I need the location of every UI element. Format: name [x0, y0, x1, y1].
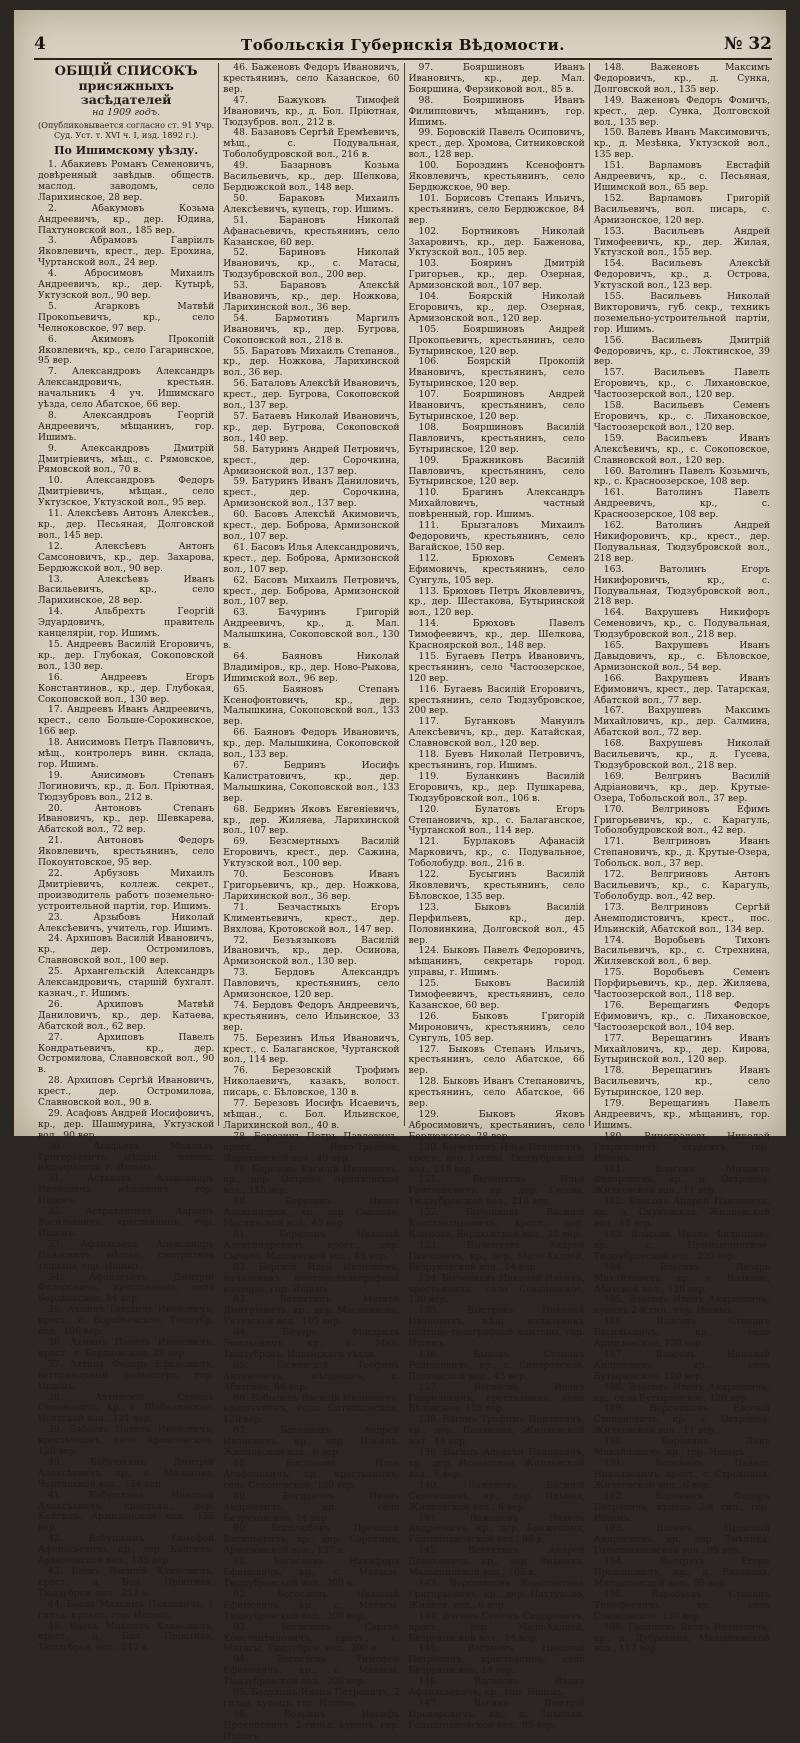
juror-entry: 125. Быковъ Василій Тимофеевичъ, крестьянинъ, село Казанское, 60 вер. [408, 978, 585, 1011]
juror-entry: 130. Быченковъ Илья Ивановичъ, крест., дер. Гусева, Тюдзубровской вол., 218 вер. [408, 1141, 585, 1175]
juror-entry: 128. Быковъ Иванъ Степановичъ, крестьянинъ, село Абатское, 66 вер. [408, 1076, 585, 1110]
entries-column-1 [38, 160, 214, 1654]
juror-entry: 85. Бижевскій Теофилъ Антоновичъ, мѣщанинъ, с. Абатское, 66 вер. [223, 1359, 400, 1393]
juror-entry: 69. Безсмертныхъ Василій Егоровичъ, крест., дер. Сажина, Уктузской вол., 100 вер. [223, 836, 400, 870]
juror-entry: 94. Богословъ Тимофей Ефимовичъ, кр., с. Матасы, Тюдзубровской вол., 200 вер. [223, 1654, 400, 1688]
juror-entry: 140. Важеновъ Василій Семеновичъ, кр., дер. Ильина, Жиляевской вол., 6 вер. [408, 1479, 585, 1513]
juror-entry: 132. Быченковъ Василій Константиновичъ, крест., дер. Климова, Бердюжской вол., 25 вер. [408, 1207, 585, 1240]
juror-entry: 93. Богословъ Сергѣй Константиновичъ, крест., с. Матасы, Тюдзубров. вол., 200 в. [223, 1621, 400, 1655]
juror-entry: 153. Васильевъ Андрей Тимофеевичъ, кр., дер. Жилая, Уктузской вол., 155 вер. [593, 225, 770, 259]
juror-entry: 183. Власовъ Иванъ Филиппов., кр., с. Примыслинское, Тюдзубровской вол., 200 вер. [593, 1228, 770, 1262]
juror-entry: 70. Безсоновъ Иванъ Григорьевичъ, кр., дер. Ножкова, Ларихинской вол., 36 вер. [223, 869, 400, 902]
juror-entry: 152. Варламовъ Григорій Васильевичъ, вол. писарь, с. Армизонское, 120 вер. [593, 192, 770, 226]
juror-entry: 119. Буланкинъ Василій Егоровичъ, кр., дер. Пушкарева, Тюдзубровской вол., 106 в. [408, 770, 585, 804]
juror-entry: 185. Власовъ Иванъ Андреевичъ, купецъ 2-й гил., гор. Ишимъ. [593, 1294, 770, 1317]
juror-entry: 71. Безчастныхъ Егоръ Климентьевичъ, крест., дер. Вяхлова, Кротовской вол., 147 вер. [223, 901, 400, 935]
juror-entry: 58. Батуринъ Андрей Петровичъ, крест., дер. Сорочкина, Армизонской вол., 137 вер. [223, 443, 400, 477]
juror-entry: 67. Бедринъ Иосифъ Калистратовичъ, кр., дер. Малышкина, Сокоповской вол., 133 вер. [223, 760, 400, 804]
juror-entry: 88. Богдановъ Илья Агафоновичъ, кр., крестьянинъ, село Сокоповское, 130 вер. [223, 1458, 400, 1491]
juror-entry: 164. Вахрушевъ Никифоръ Семеновичъ, кр., с. Подувальная, Тюдзубровской вол., 218 вер. [593, 607, 770, 641]
juror-entry: 149. Важеновъ Федоръ Фомичъ, крест., дер. Сунка, Долговской вол., 135 вер. [593, 94, 770, 128]
juror-entry: 17. Андреевъ Иванъ Андреевичъ, крест., село Больше-Сорокинское, 166 вер. [38, 704, 215, 738]
juror-entry: 16. Андреевъ Егоръ Константинов., кр., дер. Глубокая, Сокоповской вол., 130 вер. [38, 671, 215, 705]
juror-entry: 4. Абросимовъ Михаилъ Андреевичъ, кр., дер. Кутырѣ, Уктузской вол., 90 вер. [38, 268, 215, 301]
juror-entry: 124. Быковъ Павелъ Федоровичъ, мѣщанинъ, секретарь город. управы, г. Ишимъ. [408, 945, 585, 979]
juror-entry: 121. Бурлаковъ Афанасій Марковичъ, кр., с. Подувальное, Тоболобудр. вол., 216 в. [408, 836, 585, 870]
juror-entry: 38. Ахтинскій Семенъ Семеновичъ, кр., с. Шабалинское, Исетской вол., 121 вер. [38, 1391, 215, 1425]
juror-entry: 99. Боровскій Павелъ Осиповичъ, крест., дер. Хромова, Ситниковской вол., 128 вер. [408, 127, 585, 161]
juror-entry: 189. Ворониковъ Евсевій Степановичъ, кр., с. Островна, Жиляевской вол., 11 вер. [593, 1403, 770, 1437]
juror-entry: 112. Брюховъ Семенъ Ефимовичъ, крестьянинъ, село Сунгуль, 105 вер. [408, 552, 585, 586]
juror-entry: 159. Васильевъ Иванъ Алексѣевичъ, кр., с. Сокоповское, Славновской вол., 120 вер. [593, 432, 770, 466]
juror-entry: 92. Богословъ Николай Ефимовичъ, кр., с. Матасы, Тюдзубровской вол., 200 вер. [223, 1588, 400, 1622]
juror-entry: 176. Верещагинъ Федоръ Ефимовичъ, кр., с. Лихановское, Частоозерской вол., 104 вер. [593, 999, 770, 1033]
juror-entry: 105. Бояршиновъ Андрей Прокопьевичъ, крестьянинъ, село Бутыринское, 120 вер. [408, 323, 585, 357]
juror-entry: 137. Вагановъ Иванъ Гавриловичъ, крестьянинъ, село Бѣловское, 135 вер. [408, 1381, 585, 1415]
juror-entry: 37. Ахтинъ Федоръ Ефимовичъ, ветеринарный фельдшеръ, гор. Ишимъ. [38, 1358, 215, 1392]
juror-entry: 167. Вахрушевъ Максимъ Михайловичъ, кр., дер. Салмина, Абатской вол., 72 вер. [593, 705, 770, 739]
juror-entry: 5. Агарковъ Матвѣй Прокопьевичъ, кр., село Челноковское, 97 вер. [38, 300, 215, 334]
juror-entry: 139. Вагинъ Алексѣй Ивановичъ, кр., дер. Исаевщина, Жиляевской вол., 6 вер. [408, 1447, 585, 1480]
juror-entry: 45. Баевъ Михаилъ Климовичъ, крест., д. Бол. Пріютная, Тюдзубров. вол., 212 в. [38, 1620, 215, 1654]
juror-entry: 180. Виноградовъ Николай Гавриловичъ, студентъ, гор. Ишимъ. [593, 1130, 770, 1164]
juror-entry: 64. Баяновъ Николай Владиміров., кр., дер. Ново-Рыкова, Ишимской вол., 96 вер. [223, 650, 400, 684]
juror-entry: 178. Верещагинъ Иванъ Васильевичъ, кр., село Бутыринское, 120 вер. [593, 1065, 770, 1099]
column-1 [34, 63, 219, 1654]
juror-entry: 150. Валевъ Иванъ Максимовичъ, кр., д. Мезѣнка, Уктузской вол., 135 вер. [593, 127, 770, 161]
juror-entry: 44. Баевъ Максимъ Павловичъ, 1 гильд. купецъ, гор. Ишимъ. [38, 1598, 215, 1621]
juror-entry: 2. Абакумовъ Козьма Андреевичъ, кр., дер. Юдина, Пахтуновской вол., 185 вер. [38, 202, 215, 236]
juror-entry: 72. Безъязыковъ Василій Ивановичъ, кр., дер. Осинова, Армизонской вол., 130 вер. [223, 934, 400, 968]
publication-note: (Опубликовывается согласно ст. 91 Учр. Суд. Уст. т. XVI ч. I, изд. 1892 г.). [38, 119, 215, 140]
juror-entry: 127. Быковъ Степанъ Ильичъ, крестьянинъ, село Абатское, 66 вер. [408, 1043, 585, 1077]
juror-entry: 126. Быковъ Григорій Мироновичъ, крестьянинъ, село Сунгуль, 105 вер. [408, 1010, 585, 1044]
list-year: на 1909 годъ. [92, 107, 161, 118]
juror-entry: 31. Астаховъ Александръ Ивановичъ, мѣщанинъ, гор. Ишимъ. [38, 1173, 215, 1207]
juror-entry: 117. Буганковъ Мануилъ Алексѣевичъ, кр., дер. Катайская, Славновской вол., 120 вер. [408, 716, 585, 750]
juror-entry: 187. Власовъ Николай Андреевичъ, кр., село Бутыринское, 120 вер. [593, 1348, 770, 1382]
juror-entry: 160. Ватолинъ Павелъ Козьмичъ, кр., с. Красноозерское, 108 вер. [593, 465, 770, 488]
juror-entry: 97. Бояршиновъ Иванъ Ивановичъ, кр., дер. Мал. Бояршина, Ферзиковой вол., 85 в. [408, 62, 585, 95]
juror-entry: 186. Власовъ Степанъ Васильевичъ, кр., село Армизонское, 120 вер. [593, 1316, 770, 1350]
juror-entry: 195. Воробьевъ Степанъ Тимофеевичъ, кр., село Сокоповское, 130 вер. [593, 1588, 770, 1622]
juror-entry: 46. Баженовъ Федоръ Ивановичъ, крестьянинъ, село Казанское, 60 вер. [223, 62, 400, 95]
juror-entry: 166. Вахрушевъ Иванъ Ефимовичъ, крест., дер. Татарская, Абатской вол., 77 вер. [593, 672, 770, 706]
juror-entry: 26. Архиповъ Матвѣй Даниловичъ, кр., дер. Катаева, Абатской вол., 62 вер. [38, 998, 215, 1032]
juror-entry: 81. Березинъ Николай Александровичъ, крест., дер. Сычева, Маслянской вол., 45 вер. [223, 1228, 400, 1262]
juror-entry: 114. Брюховъ Павелъ Тимофеевичъ, кр., дер. Шелкова, Красноярской вол., 148 вер. [408, 618, 585, 652]
juror-entry: 7. Александровъ Александръ Александровичъ, крестьян. начальникъ 4 уч. Ишимскаго уѣзда, село Абатское, 66 вер. [38, 366, 215, 411]
juror-entry: 145. Вагиновъ Николай Петровичъ, крестьянинъ, село Безруковское, 14 вер. [408, 1643, 585, 1677]
juror-entry: 52. Бариновъ Николай Ивановичъ, кр., с. Матасы, Тюдзубровской вол., 200 вер. [223, 247, 400, 281]
juror-entry: 142. Ветехтинъ Андрей Денисовичъ, кр., дер. Змѣинка, Малышинской вол., 105 в. [408, 1545, 585, 1579]
juror-entry: 36. Ахминъ Павелъ Ивановичъ, крест., с. Бердюжское, 28 вер. [38, 1336, 215, 1359]
juror-entry: 95. Бодухинъ Иванъ Петровичъ, 2 гильд. купецъ, гор. Ишимъ. [223, 1687, 400, 1709]
juror-entry: 27. Архиповъ Павелъ Кондратьевичъ, кр., дер. Остромилова, Славновской вол., 90 в. [38, 1031, 215, 1076]
juror-entry: 120. Булатовъ Егоръ Степановичъ, кр., с. Балаганское, Чуртанской вол., 114 вер. [408, 803, 585, 837]
juror-entry: 82. Берскій Илья Ивановичъ, начальникъ почтово-телеграфной конторы, гор. Ишимъ. [223, 1261, 400, 1295]
juror-entry: 66. Баяновъ Федоръ Ивановичъ, кр., дер. Малышкина, Сокоповской вол., 133 вер. [223, 727, 400, 761]
juror-entry: 188. Власовъ Иванъ Андреевичъ, кр., село Бутыринское, 120 вер. [593, 1381, 770, 1404]
juror-entry: 65. Баяновъ Степанъ Ксенофонтовичъ, кр., дер. Малышкина, Сокоповской вол., 133 вер. [223, 683, 400, 728]
juror-entry: 22. Арбузовъ Михаилъ Дмитріевичъ, коллеж. секрет., производитель работъ поземельно-устроительной партіи, гор. Ишимъ. [38, 868, 215, 912]
district-heading: По Ишимскому уѣзду. [54, 144, 199, 158]
entries-column-4 [594, 63, 770, 1655]
juror-entry: 133. Быченковъ Андрей Павловичъ, кр., дер. Мало-Халдей, Безруковской вол., 14 вер. [408, 1239, 585, 1273]
juror-entry: 21. Антоновъ Федоръ Яковлевичъ, крестьянинъ, село Покоунтовское, 95 вер. [38, 835, 215, 869]
juror-entry: 9. Александровъ Дмитрій Дмитріевичъ, мѣщ., с. Рямовское, Рямовской вол., 70 в. [38, 442, 215, 476]
juror-entry: 104. Боярскій Николай Егоровичъ, кр., дер. Озерная, Армизонской вол., 120 вер. [408, 291, 585, 324]
juror-entry: 18. Анисимовъ Петръ Павловичъ, мѣщ., контролеръ винн. склада, гор. Ишимъ. [38, 737, 215, 770]
juror-entry: 10. Александровъ Федоръ Дмитріевичъ, мѣщан., село Уктузское, Уктузской вол., 95 вер. [38, 475, 215, 509]
juror-entry: 129. Быковъ Яковъ Абросимовичъ, крестьянинъ, село Бердюжское, 28 вер. [408, 1109, 585, 1142]
juror-entry: 8. Александровъ Георгій Андреевичъ, мѣщанинъ, гор. Ишимъ. [38, 409, 215, 443]
juror-entry: 182. Власовъ Андрей Павловичъ, кр., д. Окуневская, Жиляевской вол., 15 вер. [593, 1196, 770, 1230]
juror-entry: 165. Вахрушевъ Иванъ Давыдовичъ, кр., с. Бѣловское, Армизонской вол., 54 вер. [593, 640, 770, 673]
juror-entry: 146. Вагановъ Иванъ Афанасьевичъ, кр., гор. Ишимъ. [408, 1676, 585, 1699]
juror-entry: 43. Баевъ Василій Климовичъ, крест., д. Бол. Пріютная, Тюдзубров. вол., 212 в. [38, 1566, 215, 1599]
juror-entry: 136. Быховъ Степанъ Родіоновичъ, кр., с. Сидоровское, Долговской вол., 45 вер. [408, 1348, 585, 1382]
juror-entry: 173. Велгриновъ Сергѣй Анемподистовичъ, крест., пос. Ильинскій, Абатской вол., 134 вер. [593, 901, 770, 935]
juror-entry: 14. Альбрехтъ Георгій Эдуардовичъ, правитель канцеляріи, гор. Ишимъ. [38, 606, 215, 640]
juror-entry: 161. Ватолинъ Павелъ Андреевичъ, кр., с. Красноозерское, 108 вер. [593, 487, 770, 521]
juror-entry: 108. Бояршиновъ Василій Павловичъ, крестьянинъ, село Бутыринское, 120 вер. [408, 421, 585, 455]
juror-entry: 60. Басовъ Алексѣй Акимовичъ, крест., дер. Боброва, Армизонской вол., 107 вер. [223, 509, 400, 542]
juror-entry: 181. Власовъ Михаилъ Федоровичъ, кр., д. Островна, Жиляевской вол., 11 вер. [593, 1163, 770, 1197]
juror-entry: 20. Антоновъ Степанъ Ивановичъ, кр., дер. Шевкарева, Абатской вол., 72 вер. [38, 802, 215, 836]
juror-entry: 170. Велгриновъ Ефимъ Григорьевичъ, кр., с. Карагуль, Тоболобудровской вол., 42 вер. [593, 803, 770, 837]
juror-entry: 144. Вагинъ Семенъ Сидоровичъ, крест., дер. Мало-Халдей, Безруковской вол., 14 вер. [408, 1610, 585, 1644]
juror-entry: 42. Бабушкинъ Тимофей Афанасьевичъ, кр., дер. Кайгилъ, Армизонской вол., 135 вер. [38, 1533, 215, 1567]
juror-entry: 41. Бабушкинъ Николай Алексѣевичъ, крестьян., дер. Кайгилъ, Армизонской вол., 135 вер. [38, 1489, 215, 1534]
juror-entry: 171. Велгриновъ Иванъ Степановичъ, кр., д. Крутые-Озера, Тобольск. вол., 37 вер. [593, 836, 770, 870]
juror-entry: 32. Астраханцевъ Адріанъ Васильевичъ, крестьянинъ, гор. Ишимъ. [38, 1206, 215, 1239]
juror-entry: 163. Ватолинъ Егоръ Никифоровичъ, кр., с. Подувальная, Тюдзубровской вол., 218 вер. [593, 563, 770, 608]
list-subtitle: присяжныхъ засѣдателей [78, 78, 174, 107]
juror-entry: 90. Боголюбовъ Прокопій Васильевичъ, кр., дер. Сорокина, Армизонской вол., 137 в. [223, 1523, 400, 1557]
juror-entry: 100. Бороздинъ Ксенофонтъ Яковлевичъ, крестьянинъ, село Бердюжское, 90 вер. [408, 160, 585, 193]
juror-entry: 134. Быченковъ Николай Ильичъ, крестьянинъ, село Сокоповское, 130 вер. [408, 1272, 585, 1306]
juror-entry: 113. Брюховъ Петръ Яковлевичъ, кр., дер. Шестакова, Бутыринской вол., 120 вер. [408, 585, 585, 619]
juror-entry: 40. Бабушкинъ Дмитрій Алексѣевичъ, кр., с. Малахово, Чуртанской вол., 134 вер. [38, 1456, 215, 1490]
list-title: ОБЩІЙ СПИСОКЪ [54, 64, 198, 79]
juror-entry: 156. Васильевъ Дмитрій Федоровичъ, кр., с. Локтинское, 39 вер. [593, 334, 770, 368]
entries-column-2 [223, 63, 399, 1743]
juror-entry: 89. Богдановъ Иванъ Андреевичъ, кр., село Безруковское, 14 вер. [223, 1490, 400, 1524]
juror-entry: 77. Березовъ Иосифъ Исаевичъ, мѣщан., с. Бол. Ильинское, Ларихинской вол., 40 в. [223, 1098, 400, 1131]
juror-entry: 19. Анисимовъ Степанъ Логиновичъ, кр., д. Бол. Пріютная, Тюдзубровъ вол., 212 в. [38, 769, 215, 803]
newspaper-page [14, 10, 786, 1742]
page-number: 4 [34, 34, 46, 54]
juror-entry: 74. Бердовъ Федоръ Андреевичъ, крестьянинъ, село Ильинское, 33 вер. [223, 999, 400, 1033]
juror-entry: 154. Васильевъ Алексѣй Федоровичъ, кр., д. Острова, Уктузской вол., 123 вер. [593, 258, 770, 292]
juror-entry: 101. Борисовъ Степанъ Ильичъ, крестьянинъ, село Бердюжское, 84 вер. [408, 192, 585, 226]
juror-entry: 106. Боярскій Прокопій Ивановичъ, крестьянинъ, село Бутыринское, 120 вер. [408, 356, 585, 390]
newspaper-title: Тобольскія Губернскія Вѣдомости. [241, 36, 565, 54]
juror-entry: 47. Бажуковъ Тимофей Ивановичъ, кр., д. Бол. Пріютная, Тюдзубров. вол., 212 в. [223, 94, 400, 128]
juror-entry: 59. Батуринъ Иванъ Даниловичъ, крест., дер. Сорочкина, Армизонской вол., 137 вер. [223, 476, 400, 510]
juror-entry: 84. Бечурь Фридрихъ Эмильевичъ, кр., с. Мал. Тюдзубровъ, Ишимскаго уѣзда. [223, 1327, 400, 1360]
juror-entry: 107. Бояршиновъ Андрей Ивановичъ, крестьянинъ, село Бутыринское, 120 вер. [408, 389, 585, 422]
juror-entry: 157. Васильевъ Павелъ Егоровичъ, кр., с. Лихановское, Частоозерской вол., 120 вер. [593, 367, 770, 401]
juror-entry: 103. Бояринъ Дмитрій Григорьев., кр., дер. Озерная, Армизонской вол., 107 вер. [408, 258, 585, 292]
juror-entry: 179. Верещагинъ Павелъ Андреевичъ, кр., мѣщанинъ, гор. Ишимъ. [593, 1098, 770, 1131]
juror-entry: 87. Богдановъ Андрей Ивановичъ, кр., дер. Ильина, Жиляевской вол., 6 вер. [223, 1425, 400, 1459]
juror-entry: 147. Вагинъ Дмитрій Прохоровичъ, кр., д. Змѣинка, Голышмановской вол., 95 вер. [408, 1697, 585, 1731]
juror-entry: 79. Березовъ Василій Ивановичъ, кр., дер. Острова, Армизонской вол., 115 вер. [223, 1163, 400, 1197]
juror-entry: 50. Бараковъ Михаилъ Алексѣевичъ, купецъ, гор. Ишимъ. [223, 192, 400, 215]
column-2 [219, 62, 404, 1742]
juror-entry: 11. Алексѣевъ Антонъ Алексѣев., кр., дер. Песьяная, Долговской вол., 145 вер. [38, 508, 215, 541]
juror-entry: 23. Арзыбовъ Николай Алексѣевичъ, учитель, гор. Ишимъ. [38, 911, 215, 934]
juror-entry: 62. Басовъ Михаилъ Петровичъ, крест., дер. Боброва, Армизонской вол., 107 вер. [223, 574, 400, 608]
juror-entry: 193. Вагинъ Прокопій Андреевичъ, кр., дер. Змѣинка, Голышмановской вол., 95 вер. [593, 1523, 770, 1557]
juror-entry: 55. Баратовъ Михаилъ Степанов., кр., дер. Ножкова, Ларихинской вол., 36 вер. [223, 345, 400, 379]
juror-entry: 118. Буевъ Николай Петровичъ, крестьянинъ, гор. Ишимъ. [408, 749, 585, 771]
juror-entry: 30. Асафьевъ Михаилъ Григорьевичъ, мѣщан., помощ. надзирателя, г. Ишимъ. [38, 1140, 215, 1174]
juror-entry: 158. Васильевъ Семенъ Егоровичъ, кр., с. Лихановское, Частоозерской вол., 120 вер. [593, 400, 770, 433]
juror-entry: 12. Алексѣевъ Антонъ Самсоновичъ, кр., дер. Захарова, Бердюжской вол., 90 вер. [38, 540, 215, 574]
juror-entry: 54. Бармотинъ Маргилъ Ивановичъ, кр., дер. Бугрова, Сокоповской вол., 218 в. [223, 312, 400, 346]
juror-entry: 57. Батаевъ Николай Ивановичъ, кр., дер. Бугрова, Сокоповской вол., 140 вер. [223, 411, 400, 444]
juror-entry: 151. Варламовъ Евстафій Андреевичъ, кр., с. Песьяная, Ишимской вол., 65 вер. [593, 160, 770, 193]
juror-entry: 78. Березинъ Петръ Павловичъ, крест., с. Ново-Травное, Ларихинской вол., 40 вер. [223, 1130, 400, 1164]
juror-entry: 24. Архиповъ Василій Ивановичъ, кр., дер. Остромиловъ, Славновской вол., 100 вер. [38, 933, 215, 967]
juror-entry: 115. Бугаевъ Петръ Ивановичъ, крестьянинъ, село Частоозерское, 120 вер. [408, 650, 585, 684]
juror-entry: 53. Барановъ Алексѣй Ивановичъ, кр., дер. Ножкова, Ларихинской вол., 36 вер. [223, 280, 400, 313]
juror-entry: 110. Брагинъ Александръ Михайловичъ, частный повѣренный, гор. Ишимъ. [408, 487, 585, 521]
juror-entry: 6. Акимовъ Прокопій Яковлевичъ, кр., село Гагаринское, 95 вер. [38, 333, 215, 367]
juror-entry: 148. Важеновъ Максимъ Федоровичъ, кр., д. Сунка, Долговской вол., 135 вер. [593, 62, 770, 95]
juror-entry: 98. Бояршиновъ Иванъ Филипповичъ, мѣщанинъ, гор. Ишимъ. [408, 94, 585, 128]
juror-entry: 56. Баталовъ Алексѣй Ивановичъ, крест., дер. Бугрова, Сокоповской вол., 137 вер. [223, 378, 400, 412]
juror-entry: 111. Брызгаловъ Михаилъ Федоровичъ, крестьянинъ, село Вагайское, 150 вер. [408, 520, 585, 553]
juror-entry: 131. Быченковъ Илья Григорьевичъ, кр., дер. Гусева, Тюдзубровской вол., 218 вер. [408, 1174, 585, 1208]
juror-entry: 141. Важеновъ Павелъ Андреевичъ, кр., дер. Бражекина, Голышмановской вол., 98 в. [408, 1512, 585, 1546]
juror-entry: 63. Бачуринъ Григорій Андреевичъ, кр., д. Мал. Малышкина, Сокоповской вол., 130 в. [223, 607, 400, 652]
juror-entry: 172. Велгриновъ Антонъ Васильевичъ, кр., с. Карагуль, Тоболобудр. вол., 42 вер. [593, 869, 770, 902]
juror-entry: 68. Бедринъ Яковъ Евгеніевичъ, кр., дер. Жиляева, Ларихинской вол., 107 вер. [223, 803, 400, 837]
juror-entry: 168. Вахрушевъ Николай Васильевичъ, кр., д. Гусева, Тюдзубровской вол., 218 вер. [593, 738, 770, 771]
juror-entry: 184. Власовъ Лазарь Михайловичъ, кр., с. Волково, Абатской вол., 120 вер. [593, 1261, 770, 1295]
juror-entry: 123. Быковъ Василій Перфильевъ, кр., дер. Половинкина, Долговской вол., 45 вер. [408, 901, 585, 946]
juror-entry: 39. Бабаевъ Павелъ Ивановичъ, крестьянинъ, село Армизонское, 120 вер. [38, 1424, 215, 1458]
juror-entry: 80. Березинъ Иванъ Александров., кр., дер. Сысоева, Маслянской вол., 45 вер. [223, 1196, 400, 1230]
column-4 [590, 62, 774, 1655]
juror-entry: 194. Вострухъ Егоръ Прокоповичъ, кр., д. Рязанова, Малышинской вол., 95 вер. [593, 1556, 770, 1589]
entries-column-3 [409, 63, 585, 1732]
masthead [34, 28, 772, 54]
juror-entry: 61. Басовъ Илья Александровичъ, крест., дер. Боброва, Армизонской вол., 107 вер. [223, 541, 400, 575]
juror-entry: 83. Бетехтинъ Матвѣй Дмитріевичъ, кр., дер. Масленкова, Уктузской вол., 105 вер. [223, 1294, 400, 1328]
juror-entry: 86. Бобылевъ Василій Ивановичъ, крестьянинъ, село Ситниковское, 129 вер. [223, 1392, 400, 1426]
juror-entry: 155. Васильевъ Николай Викторовичъ, губ. секр., техникъ поземельно-устроительной партіи, гор. Ишимъ. [593, 291, 770, 335]
juror-entry: 135. Быстровъ Николай Ивановичъ, мѣщ., начальникъ почтово-телеграфной конторы, гор. Ишимъ. [408, 1305, 585, 1350]
juror-entry: 177. Верещагинъ Иванъ Михайловичъ, кр., дер. Кирова, Бутыринской вол., 120 вер. [593, 1032, 770, 1066]
juror-entry: 28. Архиповъ Сергѣй Ивановичъ, крест., дер. Остромилова, Славновской вол., 90 в. [38, 1075, 215, 1109]
juror-entry: 109. Бражниковъ Василій Павловичъ, крестьянинъ, село Бутыринское, 120 вер. [408, 454, 585, 488]
juror-entry: 13. Алексѣевъ Иванъ Васильевичъ, кр., село Ларихинское, 28 вер. [38, 573, 215, 607]
juror-entry: 35. Ахминъ Гавріилъ Ивановичъ, крест., с. Воробьевское, Тюдзубр. вол., 106 вер. [38, 1304, 215, 1338]
juror-entry: 192. Воронинъ Федоръ Петровичъ, купецъ 2-й гил., гор. Ишимъ. [593, 1490, 770, 1524]
juror-entry: 34. Афанасьевъ Дмитрій Федоровичъ, крестьянинъ, село Бердюжское, 84 вер. [38, 1271, 215, 1305]
issue-number: № 32 [723, 34, 772, 54]
juror-entry: 174. Воробьевъ Тихонъ Васильевичъ, кр., с. Стрехнина, Жиляевской вол., 6 вер. [593, 934, 770, 968]
juror-entry: 75. Березинъ Илья Ивановичъ, крест., с. Балаганское, Чуртанской вол., 114 вер. [223, 1032, 400, 1066]
juror-entry: 102. Бортниковъ Николай Захаровичъ, кр., дер. Баженова, Уктузской вол., 105 вер. [408, 225, 585, 259]
juror-entry: 76. Березовскій Трофимъ Николаевичъ, казакъ, волост. писарь, с. Бѣловское, 130 в. [223, 1065, 400, 1099]
juror-entry: 29. Асафовъ Андрей Иосифовичъ, кр., дер. Шашмурина, Уктузской вол., 90 вер. [38, 1107, 215, 1141]
header-rule [34, 58, 772, 60]
juror-entry: 138. Ваганъ Трофимъ Павловичъ, кр., дер. Паламина, Жиляевской вол., 14 вер. [408, 1414, 585, 1448]
juror-entry: 96. Бояринъ Иосифъ Прокоповичъ, 2 гильд. купецъ, гор. Ишимъ. [223, 1708, 400, 1742]
column-3 [405, 62, 590, 1731]
juror-entry: 190. Воронинъ Левъ Михайловичъ, кр., гор. Ишимъ. [593, 1436, 770, 1459]
juror-entry: 1. Абакиевъ Романъ Семеновичъ, довѣренный завѣдыв. обществ. маслод. заводомъ, село Ларихинское, 28 вер. [38, 159, 215, 203]
juror-entry: 196. Галашевъ Яковъ Ивановичъ, кр., д. Дубровина, Малышинской вол., 117 вер. [593, 1621, 770, 1655]
juror-entry: 33. Афанасьевъ Александръ Павловичъ, мѣщан., смотритель тюрьмы, гор. Ишимъ. [38, 1238, 215, 1272]
juror-entry: 91. Богословъ Никифоръ Ефимовичъ, кр., с. Матасы, Тюдзубровской вол., 200 в. [223, 1556, 400, 1589]
juror-entry: 3. Абрамовъ Гавріилъ Яковлевичъ, крест., дер. Ерохина, Чуртанской вол., 24 вер. [38, 235, 215, 269]
juror-entry: 169. Велгринъ Василій Адріановичъ, кр., дер. Крутые-Озера, Тобольской вол., 37 вер. [593, 770, 770, 804]
juror-entry: 191. Воронинъ Павелъ Николаевичъ, крест., с. Стрехнина, Жиляевской вол., 6 вер. [593, 1458, 770, 1491]
juror-entry: 48. Базановъ Сергѣй Еремѣевичъ, мѣщ., с. Подувальная, Тоболобудровской вол., 216 в. [223, 127, 400, 161]
juror-entry: 116. Бугаевъ Василій Егоровичъ, крестьянинъ, село Тюдзубровское, 200 вер. [408, 683, 585, 717]
juror-entry: 25. Архангельскій Александръ Александровичъ, старшій бухгалт. казнач., г. Ишимъ. [38, 966, 215, 999]
juror-entry: 15. Андреевъ Василій Егоровичъ, кр., дер. Глубокая, Сокоповской вол., 130 вер. [38, 638, 215, 672]
juror-entry: 73. Бердовъ Александръ Павловичъ, крестьянинъ, село Армизонское, 120 вер. [223, 967, 400, 1001]
juror-entry: 175. Воробьевъ Семенъ Порфирьевичъ, кр., дер. Жиляева, Частоозерской вол., 118 вер. [593, 967, 770, 1001]
juror-entry: 143. Ворошиловъ Константинъ Григорьевичъ, кр., дер. Пахтуново, Жиляев. вол., 6 вер. [408, 1577, 585, 1611]
juror-entry: 51. Барановъ Николай Афанасьевичъ, крестьянинъ, село Казанское, 60 вер. [223, 214, 400, 248]
text-columns [34, 62, 774, 1742]
juror-entry: 49. Базарновъ Козьма Васильевичъ, кр., дер. Шелкова, Бердюжской вол., 148 вер. [223, 160, 400, 193]
juror-entry: 122. Бусыгинъ Василій Яковлевичъ, крестьянинъ, село Бѣловское, 135 вер. [408, 869, 585, 902]
juror-entry: 162. Ватолинъ Андрей Никифоровичъ, кр., крест., дер. Подувальная, Тюдзубровской вол., 218 вер. [593, 520, 770, 564]
